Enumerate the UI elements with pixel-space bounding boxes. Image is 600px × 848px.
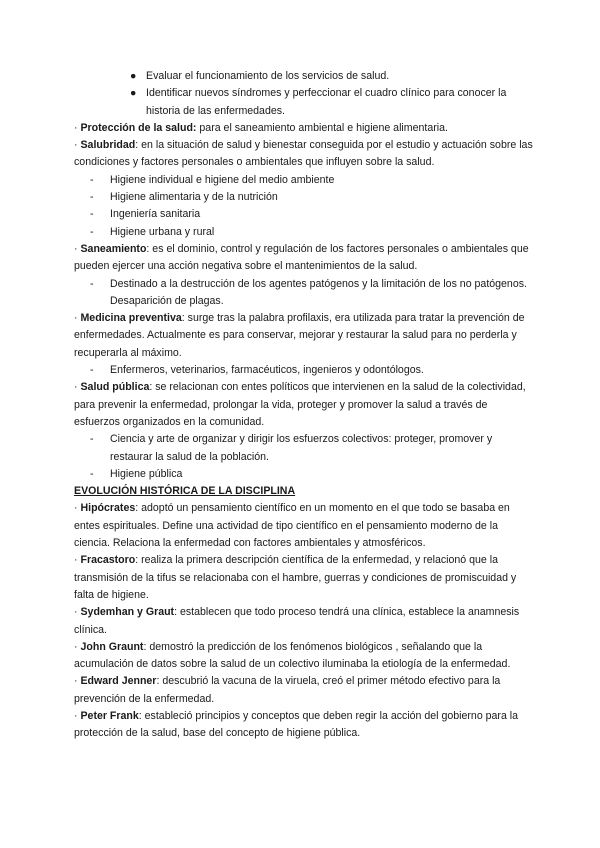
term-proteccion: Protección de la salud: — [80, 121, 197, 134]
section-heading: EVOLUCIÓN HISTÓRICA DE LA DISCIPLINA — [74, 485, 296, 498]
list-item-text: Ingeniería sanitaria — [110, 208, 201, 221]
history-entry — [74, 604, 534, 639]
history-text: : establecen que todo proceso tendrá una clínica, establece la anamnesis clínica. — [74, 606, 520, 636]
list-item — [74, 431, 534, 466]
list-item-text: Higiene individual e higiene del medio ambiente — [110, 173, 335, 186]
bullet-item — [74, 85, 534, 120]
history-entry — [74, 673, 534, 708]
list-item-text: Higiene urbana y rural — [110, 225, 215, 238]
list-item — [74, 224, 534, 241]
prefix-dot: · — [74, 675, 78, 688]
history-text: : realiza la primera descripción científica de la enfermedad, y relacionó que la transmisión de la tifus se relacionaba con el hambre, guerras y condiciones de promiscuidad y falta de higiene. — [74, 554, 517, 601]
prefix-dot: · — [74, 554, 78, 567]
paragraph-medicina — [74, 310, 534, 362]
paragraph-salud-publica — [74, 379, 534, 431]
prefix-dot: · — [74, 139, 78, 152]
bullet-marker: ● — [130, 87, 137, 100]
history-text: : adoptó un pensamiento científico en un momento en el que todo se basaba en entes espirituales. Define una actividad de tipo científico en el pensamiento moderno de la ciencia. Relaciona la enfermedad con factores ambientales y atmosféricos. — [74, 502, 510, 550]
text-proteccion: para el saneamiento ambiental e higiene alimentaria. — [196, 121, 448, 134]
prefix-dot: · — [74, 606, 78, 619]
list-item-text: Ciencia y arte de organizar y dirigir los esfuerzos colectivos: proteger, promover y restaurar la salud de la población. — [110, 433, 493, 463]
history-term: Peter Frank — [80, 709, 139, 722]
list-item — [74, 362, 534, 379]
text-salubridad: : en la situación de salud y bienestar conseguida por el estudio y actuación sobre las condiciones y factores personales o ambientales que influyen sobre la salud. — [74, 139, 533, 169]
prefix-dot: · — [74, 242, 78, 255]
term-salud-publica: Salud pública — [80, 381, 150, 394]
history-term: Fracastoro — [80, 554, 136, 567]
list-item — [74, 172, 534, 189]
prefix-dot: · — [74, 640, 78, 653]
list-item-text: Destinado a la destrucción de los agentes patógenos y la limitación de los no patógenos. Desaparición de plagas. — [110, 277, 527, 307]
prefix-dot: · — [74, 381, 78, 394]
dash-marker: - — [90, 191, 94, 204]
text-salud-publica: : se relacionan con entes políticos que intervienen en la salud de la colectividad, para prevenir la enfermedad, prolongar la vida, proteger y promover la salud a través de esfuerzos organizados en la comunidad. — [74, 381, 526, 428]
history-term: John Graunt — [80, 640, 144, 653]
dash-marker: - — [90, 364, 94, 377]
prefix-dot: · — [74, 312, 78, 325]
paragraph-salubridad — [74, 137, 534, 172]
text-medicina: : surge tras la palabra profilaxis, era utilizada para tratar la prevención de enfermedades. Actualmente es para conservar, mejorar y restaurar la salud para no perderla y recuperarla al máximo. — [74, 312, 525, 359]
term-medicina: Medicina preventiva — [80, 312, 182, 325]
list-item-text: Higiene alimentaria y de la nutrición — [110, 191, 278, 204]
term-salubridad: Salubridad — [80, 139, 136, 152]
dash-marker: - — [90, 208, 94, 221]
list-item — [74, 206, 534, 223]
history-term: Hipócrates — [80, 502, 136, 515]
prefix-dot: · — [74, 709, 78, 722]
paragraph-proteccion — [74, 120, 534, 137]
dash-marker: - — [90, 173, 94, 186]
bullet-text: Identificar nuevos síndromes y perfeccionar el cuadro clínico para conocer la historia de las enfermedades. — [146, 87, 507, 117]
history-entry — [74, 708, 534, 743]
history-text: : estableció principios y conceptos que deben regir la acción del gobierno para la protección de la salud, base del concepto de higiene pública. — [74, 709, 519, 740]
prefix-dot: · — [74, 121, 78, 134]
list-item-text: Higiene pública — [110, 467, 183, 480]
list-item-text: Enfermeros, veterinarios, farmacéuticos, ingenieros y odontólogos. — [110, 364, 424, 377]
prefix-dot: · — [74, 502, 78, 515]
bullet-text: Evaluar el funcionamiento de los servicios de salud. — [146, 70, 390, 82]
history-entry — [74, 639, 534, 674]
dash-marker: - — [90, 433, 94, 446]
list-item — [74, 466, 534, 483]
history-text: : demostró la predicción de los fenómenos biológicos , señalando que la acumulación de datos sobre la salud de un colectivo iluminaba la etiología de la enfermedad. — [74, 640, 511, 671]
history-entry — [74, 500, 534, 552]
dash-marker: - — [90, 225, 94, 238]
text-saneamiento: : es el dominio, control y regulación de los factores personales o ambientales que pueden ejercer una acción negativa sobre el mantenimientos de la salud. — [74, 242, 529, 273]
dash-marker: - — [90, 467, 94, 480]
bullet-item — [74, 68, 534, 85]
term-saneamiento: Saneamiento — [80, 242, 147, 255]
history-term: Sydemhan y Graut — [80, 606, 175, 619]
dash-marker: - — [90, 277, 94, 290]
list-item — [74, 276, 534, 311]
bullet-marker: ● — [130, 70, 137, 82]
list-item — [74, 189, 534, 206]
history-term: Edward Jenner — [80, 675, 157, 688]
history-entry — [74, 552, 534, 604]
history-text: : descubrió la vacuna de la viruela, creó el primer método efectivo para la prevención de la enfermedad. — [74, 675, 501, 705]
paragraph-saneamiento — [74, 241, 534, 276]
